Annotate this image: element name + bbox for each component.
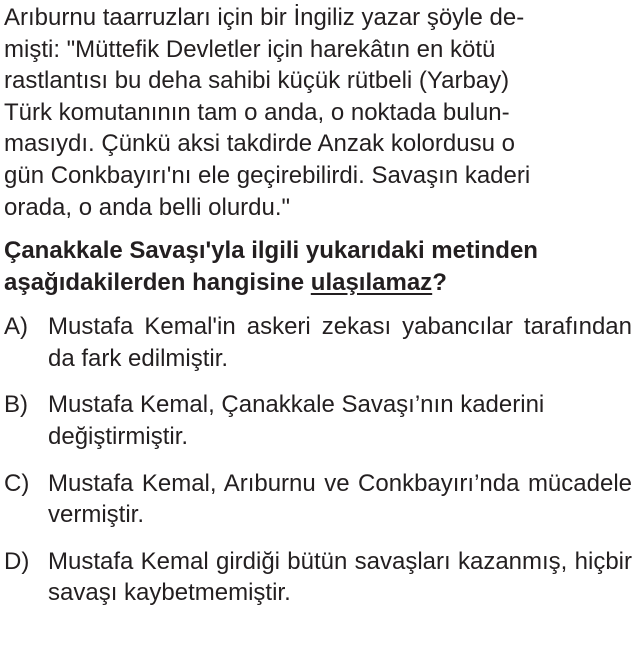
option-text: Mustafa Kemal girdiği bütün savaşları kazanmış, hiçbir savaşı kaybetmemiştir.: [48, 547, 632, 607]
question-mark: ?: [432, 269, 447, 297]
option-letter: A): [4, 313, 28, 341]
option-a[interactable]: [4, 311, 632, 374]
question-emphasis: ulaşılamaz: [310, 269, 433, 297]
passage-text: Arıburnu taarruzları için bir İngiliz yazar şöyle de- mişti: "Müttefik Devletler için harekâtın en kötü rastlantısı bu deha sahibi küçük rütbeli (Yarbay) Türk komutanının tam o anda, o noktada bulun- masıydı. Çünkü aksi takdirde Anzak kolordusu o gün Conkbayırı'nı ele geçirebilirdi. Savaşın kaderi orada, o anda belli olurdu.": [4, 4, 531, 221]
option-d[interactable]: [4, 546, 632, 609]
question-text: Çanakkale Savaşı'yla ilgili yukarıdaki metinden aşağıdakilerden hangisine: [4, 237, 538, 297]
option-text: Mustafa Kemal, Arıburnu ve Conkbayırı’nda mücadele vermiştir.: [48, 469, 632, 529]
option-b[interactable]: [4, 389, 632, 452]
option-text: Mustafa Kemal, Çanakkale Savaşı’nın kaderini değiştirmiştir.: [48, 391, 545, 450]
option-letter: B): [4, 391, 28, 419]
question-stem: [4, 235, 632, 299]
answer-options: [4, 311, 632, 609]
option-letter: C): [4, 469, 30, 497]
option-text: Mustafa Kemal'in askeri zekası yabancılar tarafından da fark edilmiştir.: [48, 313, 632, 372]
option-c[interactable]: [4, 468, 632, 531]
option-letter: D): [4, 547, 30, 575]
